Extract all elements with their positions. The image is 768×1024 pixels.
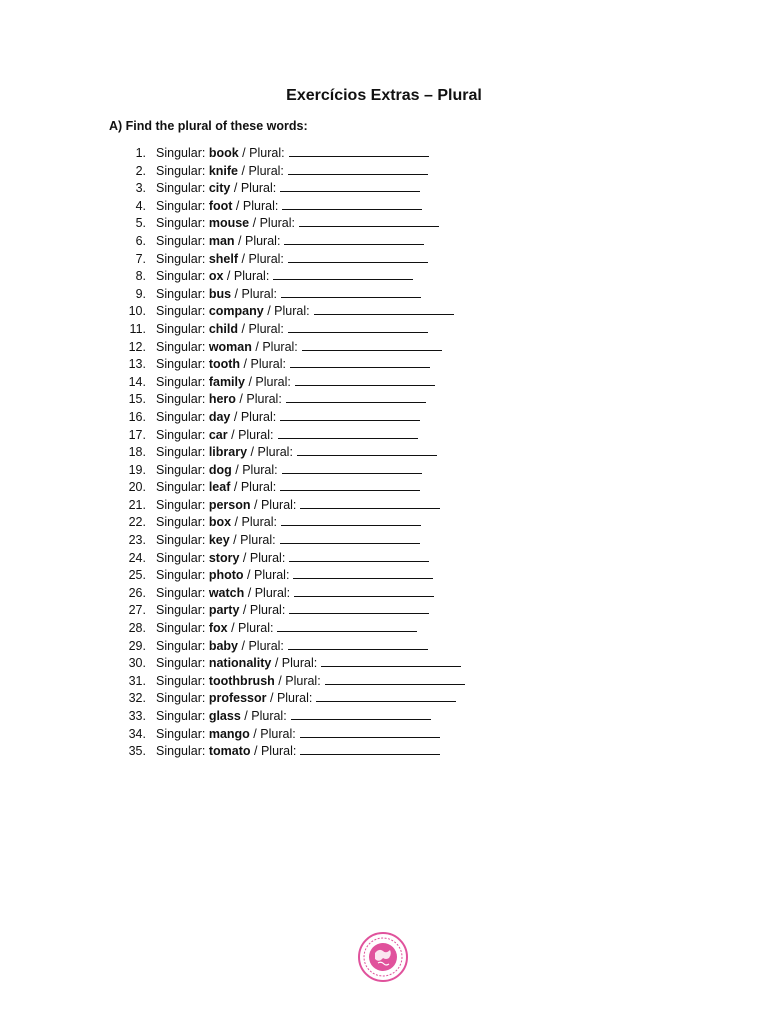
item-number: 24. (128, 550, 146, 565)
plural-label: Plural: (240, 480, 277, 495)
plural-label: Plural: (248, 638, 284, 653)
separator: / (247, 568, 251, 583)
plural-label: Plural: (260, 744, 297, 759)
singular-word: tooth (208, 357, 241, 372)
singular-label: Singular: (156, 409, 206, 424)
singular-word: book (208, 146, 239, 160)
item-text (156, 163, 428, 181)
item-number: 18. (128, 445, 146, 460)
item-text (156, 180, 420, 198)
item-number: 16. (128, 409, 146, 424)
item-text (156, 690, 456, 708)
singular-word: key (208, 533, 230, 548)
item-text (156, 198, 422, 216)
plural-label: Plural: (249, 146, 285, 160)
separator: / (252, 216, 257, 231)
singular-label: Singular: (156, 198, 206, 213)
item-number: 29. (128, 638, 146, 653)
separator: / (231, 621, 235, 636)
plural-label: Plural: (248, 251, 284, 266)
plural-label: Plural: (240, 181, 277, 196)
item-text (156, 514, 421, 532)
separator: / (233, 409, 238, 424)
separator: / (234, 286, 239, 301)
singular-label: Singular: (156, 515, 206, 530)
plural-label: Plural: (249, 603, 286, 618)
plural-label: Plural: (241, 515, 277, 530)
separator: / (254, 497, 258, 512)
singular-word: foot (208, 198, 233, 213)
item-text (156, 743, 440, 761)
item-number: 11. (129, 321, 146, 336)
item-number: 21. (128, 497, 146, 512)
singular-word: child (208, 321, 238, 336)
separator: / (267, 304, 271, 319)
separator: / (253, 726, 257, 741)
answer-blank[interactable] (288, 321, 428, 333)
separator: / (278, 673, 282, 688)
item-text (156, 356, 430, 374)
singular-label: Singular: (156, 374, 206, 389)
separator: / (242, 146, 246, 160)
item-text (156, 550, 429, 568)
separator: / (269, 691, 274, 706)
answer-blank[interactable] (300, 497, 440, 509)
item-text (156, 462, 422, 480)
plural-label: Plural: (260, 726, 296, 741)
singular-label: Singular: (156, 550, 206, 565)
singular-label: Singular: (156, 621, 206, 636)
item-text (156, 567, 433, 585)
item-text (156, 497, 440, 515)
item-text (156, 303, 454, 321)
singular-word: family (208, 374, 245, 389)
item-number: 10. (128, 304, 146, 319)
answer-blank[interactable] (288, 638, 428, 650)
singular-word: story (208, 550, 240, 565)
separator: / (238, 233, 242, 248)
item-number: 5. (135, 216, 146, 231)
item-number: 34. (128, 726, 146, 741)
answer-blank[interactable] (294, 585, 434, 597)
singular-word: watch (208, 585, 245, 600)
item-number: 32. (128, 691, 146, 706)
separator: / (253, 744, 258, 759)
singular-word: city (208, 181, 231, 196)
item-text (156, 602, 429, 620)
item-text (156, 321, 428, 339)
plural-label: Plural: (254, 568, 290, 583)
separator: / (241, 163, 245, 178)
singular-label: Singular: (156, 673, 206, 688)
plural-label: Plural: (242, 462, 278, 477)
separator: / (244, 709, 248, 723)
answer-blank[interactable] (289, 145, 429, 157)
item-number: 22. (128, 515, 146, 530)
singular-label: Singular: (156, 585, 206, 600)
singular-word: dog (208, 462, 232, 477)
item-number: 4. (135, 198, 146, 213)
separator: / (233, 533, 237, 548)
item-number: 2. (135, 163, 146, 178)
item-text (156, 726, 440, 744)
item-text (156, 655, 461, 673)
singular-label: Singular: (156, 656, 206, 671)
item-text (156, 233, 424, 251)
item-number: 27. (128, 603, 146, 618)
singular-label: Singular: (156, 286, 206, 301)
item-text (156, 268, 413, 286)
answer-blank[interactable] (280, 479, 420, 491)
singular-word: hero (208, 392, 236, 407)
separator: / (226, 269, 231, 284)
page-title: Exercícios Extras – Plural (286, 87, 482, 104)
singular-label: Singular: (156, 726, 206, 741)
answer-blank[interactable] (290, 356, 430, 368)
singular-label: Singular: (156, 304, 206, 319)
singular-label: Singular: (156, 233, 206, 248)
plural-label: Plural: (285, 673, 321, 688)
plural-label: Plural: (259, 216, 296, 231)
plural-label: Plural: (240, 533, 276, 548)
answer-blank[interactable] (280, 180, 420, 192)
singular-word: person (208, 497, 251, 512)
answer-blank[interactable] (278, 427, 418, 439)
item-number: 8. (135, 269, 146, 284)
singular-word: baby (208, 638, 239, 653)
answer-blank[interactable] (288, 163, 428, 175)
singular-label: Singular: (156, 216, 206, 231)
plural-label: Plural: (262, 339, 298, 354)
singular-word: library (208, 445, 248, 460)
item-number: 14. (128, 374, 146, 389)
separator: / (242, 550, 247, 565)
item-text (156, 479, 420, 497)
plural-label: Plural: (257, 445, 293, 460)
answer-blank[interactable] (325, 673, 465, 685)
separator: / (233, 181, 238, 196)
item-number: 9. (135, 286, 146, 301)
separator: / (241, 321, 245, 336)
item-text (156, 339, 442, 357)
item-text (156, 374, 435, 392)
item-text (156, 409, 420, 427)
answer-blank[interactable] (282, 198, 422, 210)
separator: / (255, 339, 259, 354)
singular-word: day (208, 409, 231, 424)
plural-label: Plural: (241, 286, 277, 301)
answer-blank[interactable] (277, 620, 417, 632)
singular-label: Singular: (156, 269, 206, 284)
answer-blank[interactable] (291, 708, 431, 720)
plural-label: Plural: (246, 392, 282, 407)
singular-word: tomato (208, 744, 251, 759)
singular-word: mouse (208, 216, 250, 231)
singular-label: Singular: (156, 568, 206, 583)
singular-label: Singular: (156, 321, 206, 336)
separator: / (233, 480, 238, 495)
singular-word: car (208, 427, 228, 442)
answer-blank[interactable] (300, 726, 440, 738)
plural-label: Plural: (244, 233, 281, 248)
answer-blank[interactable] (321, 655, 461, 667)
singular-label: Singular: (156, 251, 206, 266)
singular-label: Singular: (156, 462, 206, 477)
singular-word: professor (208, 691, 267, 706)
singular-word: knife (208, 163, 239, 178)
singular-word: photo (208, 568, 244, 583)
separator: / (235, 198, 240, 213)
separator: / (243, 357, 248, 372)
plural-label: Plural: (248, 321, 284, 336)
answer-blank[interactable] (281, 514, 421, 526)
singular-label: Singular: (156, 691, 206, 706)
item-text (156, 638, 428, 656)
answer-blank[interactable] (314, 303, 454, 315)
item-number: 7. (135, 251, 146, 266)
plural-label: Plural: (274, 304, 310, 319)
separator: / (234, 515, 239, 530)
item-number: 13. (128, 357, 146, 372)
item-number: 17. (128, 427, 146, 442)
singular-word: nationality (208, 656, 272, 671)
separator: / (250, 445, 255, 460)
item-text (156, 215, 439, 233)
singular-label: Singular: (156, 392, 206, 407)
item-number: 25. (128, 568, 146, 583)
plural-label: Plural: (238, 621, 274, 636)
singular-label: Singular: (156, 638, 206, 653)
item-number: 28. (128, 621, 146, 636)
singular-label: Singular: (156, 427, 206, 442)
answer-blank[interactable] (299, 215, 439, 227)
singular-label: Singular: (156, 480, 206, 495)
plural-label: Plural: (233, 269, 270, 284)
singular-label: Singular: (156, 603, 206, 618)
answer-blank[interactable] (282, 462, 422, 474)
item-number: 12. (128, 339, 146, 354)
separator: / (242, 603, 247, 618)
item-number: 26. (128, 585, 146, 600)
item-text (156, 673, 465, 691)
answer-blank[interactable] (300, 743, 440, 755)
singular-label: Singular: (156, 357, 206, 372)
item-text (156, 444, 437, 462)
item-text (156, 145, 429, 163)
singular-word: box (208, 515, 232, 530)
singular-label: Singular: (156, 445, 206, 460)
item-number: 31. (128, 673, 146, 688)
item-number: 3. (135, 181, 146, 196)
answer-blank[interactable] (280, 409, 420, 421)
answer-blank[interactable] (289, 550, 429, 562)
singular-word: mango (208, 726, 250, 741)
plural-label: Plural: (255, 374, 291, 389)
singular-word: leaf (208, 480, 231, 495)
singular-label: Singular: (156, 163, 206, 178)
singular-label: Singular: (156, 744, 206, 759)
singular-label: Singular: (156, 146, 206, 160)
item-number: 23. (128, 533, 146, 548)
plural-label: Plural: (250, 357, 286, 372)
singular-label: Singular: (156, 709, 206, 723)
singular-word: ox (208, 269, 224, 284)
answer-blank[interactable] (295, 374, 435, 386)
answer-blank[interactable] (286, 391, 426, 403)
separator: / (231, 427, 235, 442)
separator: / (241, 638, 245, 653)
item-number: 30. (128, 656, 146, 671)
answer-blank[interactable] (284, 233, 424, 245)
singular-label: Singular: (156, 533, 206, 548)
answer-blank[interactable] (302, 339, 442, 351)
answer-blank[interactable] (289, 602, 429, 614)
singular-word: glass (208, 709, 241, 723)
singular-label: Singular: (156, 497, 206, 512)
singular-word: fox (208, 621, 228, 636)
answer-blank[interactable] (273, 268, 413, 280)
item-number: 20. (128, 480, 146, 495)
plural-label: Plural: (281, 656, 318, 671)
plural-label: Plural: (242, 198, 279, 213)
item-text (156, 532, 420, 550)
plural-label: Plural: (248, 163, 284, 178)
globe-stamp-logo-icon (357, 931, 409, 983)
item-text (156, 391, 426, 409)
item-number: 6. (135, 233, 146, 248)
separator: / (239, 392, 243, 407)
item-number: 35. (128, 744, 146, 759)
singular-label: Singular: (156, 339, 206, 354)
answer-blank[interactable] (293, 567, 433, 579)
plural-label: Plural: (260, 497, 297, 512)
singular-word: company (208, 304, 264, 319)
item-number: 1. (135, 146, 146, 160)
item-number: 15. (128, 392, 146, 407)
plural-label: Plural: (240, 409, 277, 424)
singular-label: Singular: (156, 181, 206, 196)
singular-word: toothbrush (208, 673, 275, 688)
item-number: 19. (128, 462, 146, 477)
item-text (156, 251, 428, 269)
item-number: 33. (128, 709, 146, 723)
singular-word: party (208, 603, 240, 618)
answer-blank[interactable] (280, 532, 420, 544)
answer-blank[interactable] (316, 690, 456, 702)
section-heading: A) Find the plural of these words: (109, 119, 308, 133)
answer-blank[interactable] (288, 251, 428, 263)
plural-label: Plural: (251, 709, 287, 723)
answer-blank[interactable] (281, 286, 421, 298)
singular-word: man (208, 233, 235, 248)
singular-word: woman (208, 339, 252, 354)
item-text (156, 286, 421, 304)
separator: / (241, 251, 245, 266)
singular-word: bus (208, 286, 232, 301)
plural-label: Plural: (249, 550, 286, 565)
plural-label: Plural: (254, 585, 291, 600)
item-text (156, 585, 434, 603)
plural-label: Plural: (276, 691, 313, 706)
plural-label: Plural: (238, 427, 274, 442)
item-text (156, 427, 418, 445)
separator: / (274, 656, 279, 671)
separator: / (247, 585, 252, 600)
separator: / (235, 462, 239, 477)
item-text (156, 620, 417, 638)
singular-word: shelf (208, 251, 239, 266)
separator: / (248, 374, 252, 389)
item-text (156, 708, 431, 726)
answer-blank[interactable] (297, 444, 437, 456)
